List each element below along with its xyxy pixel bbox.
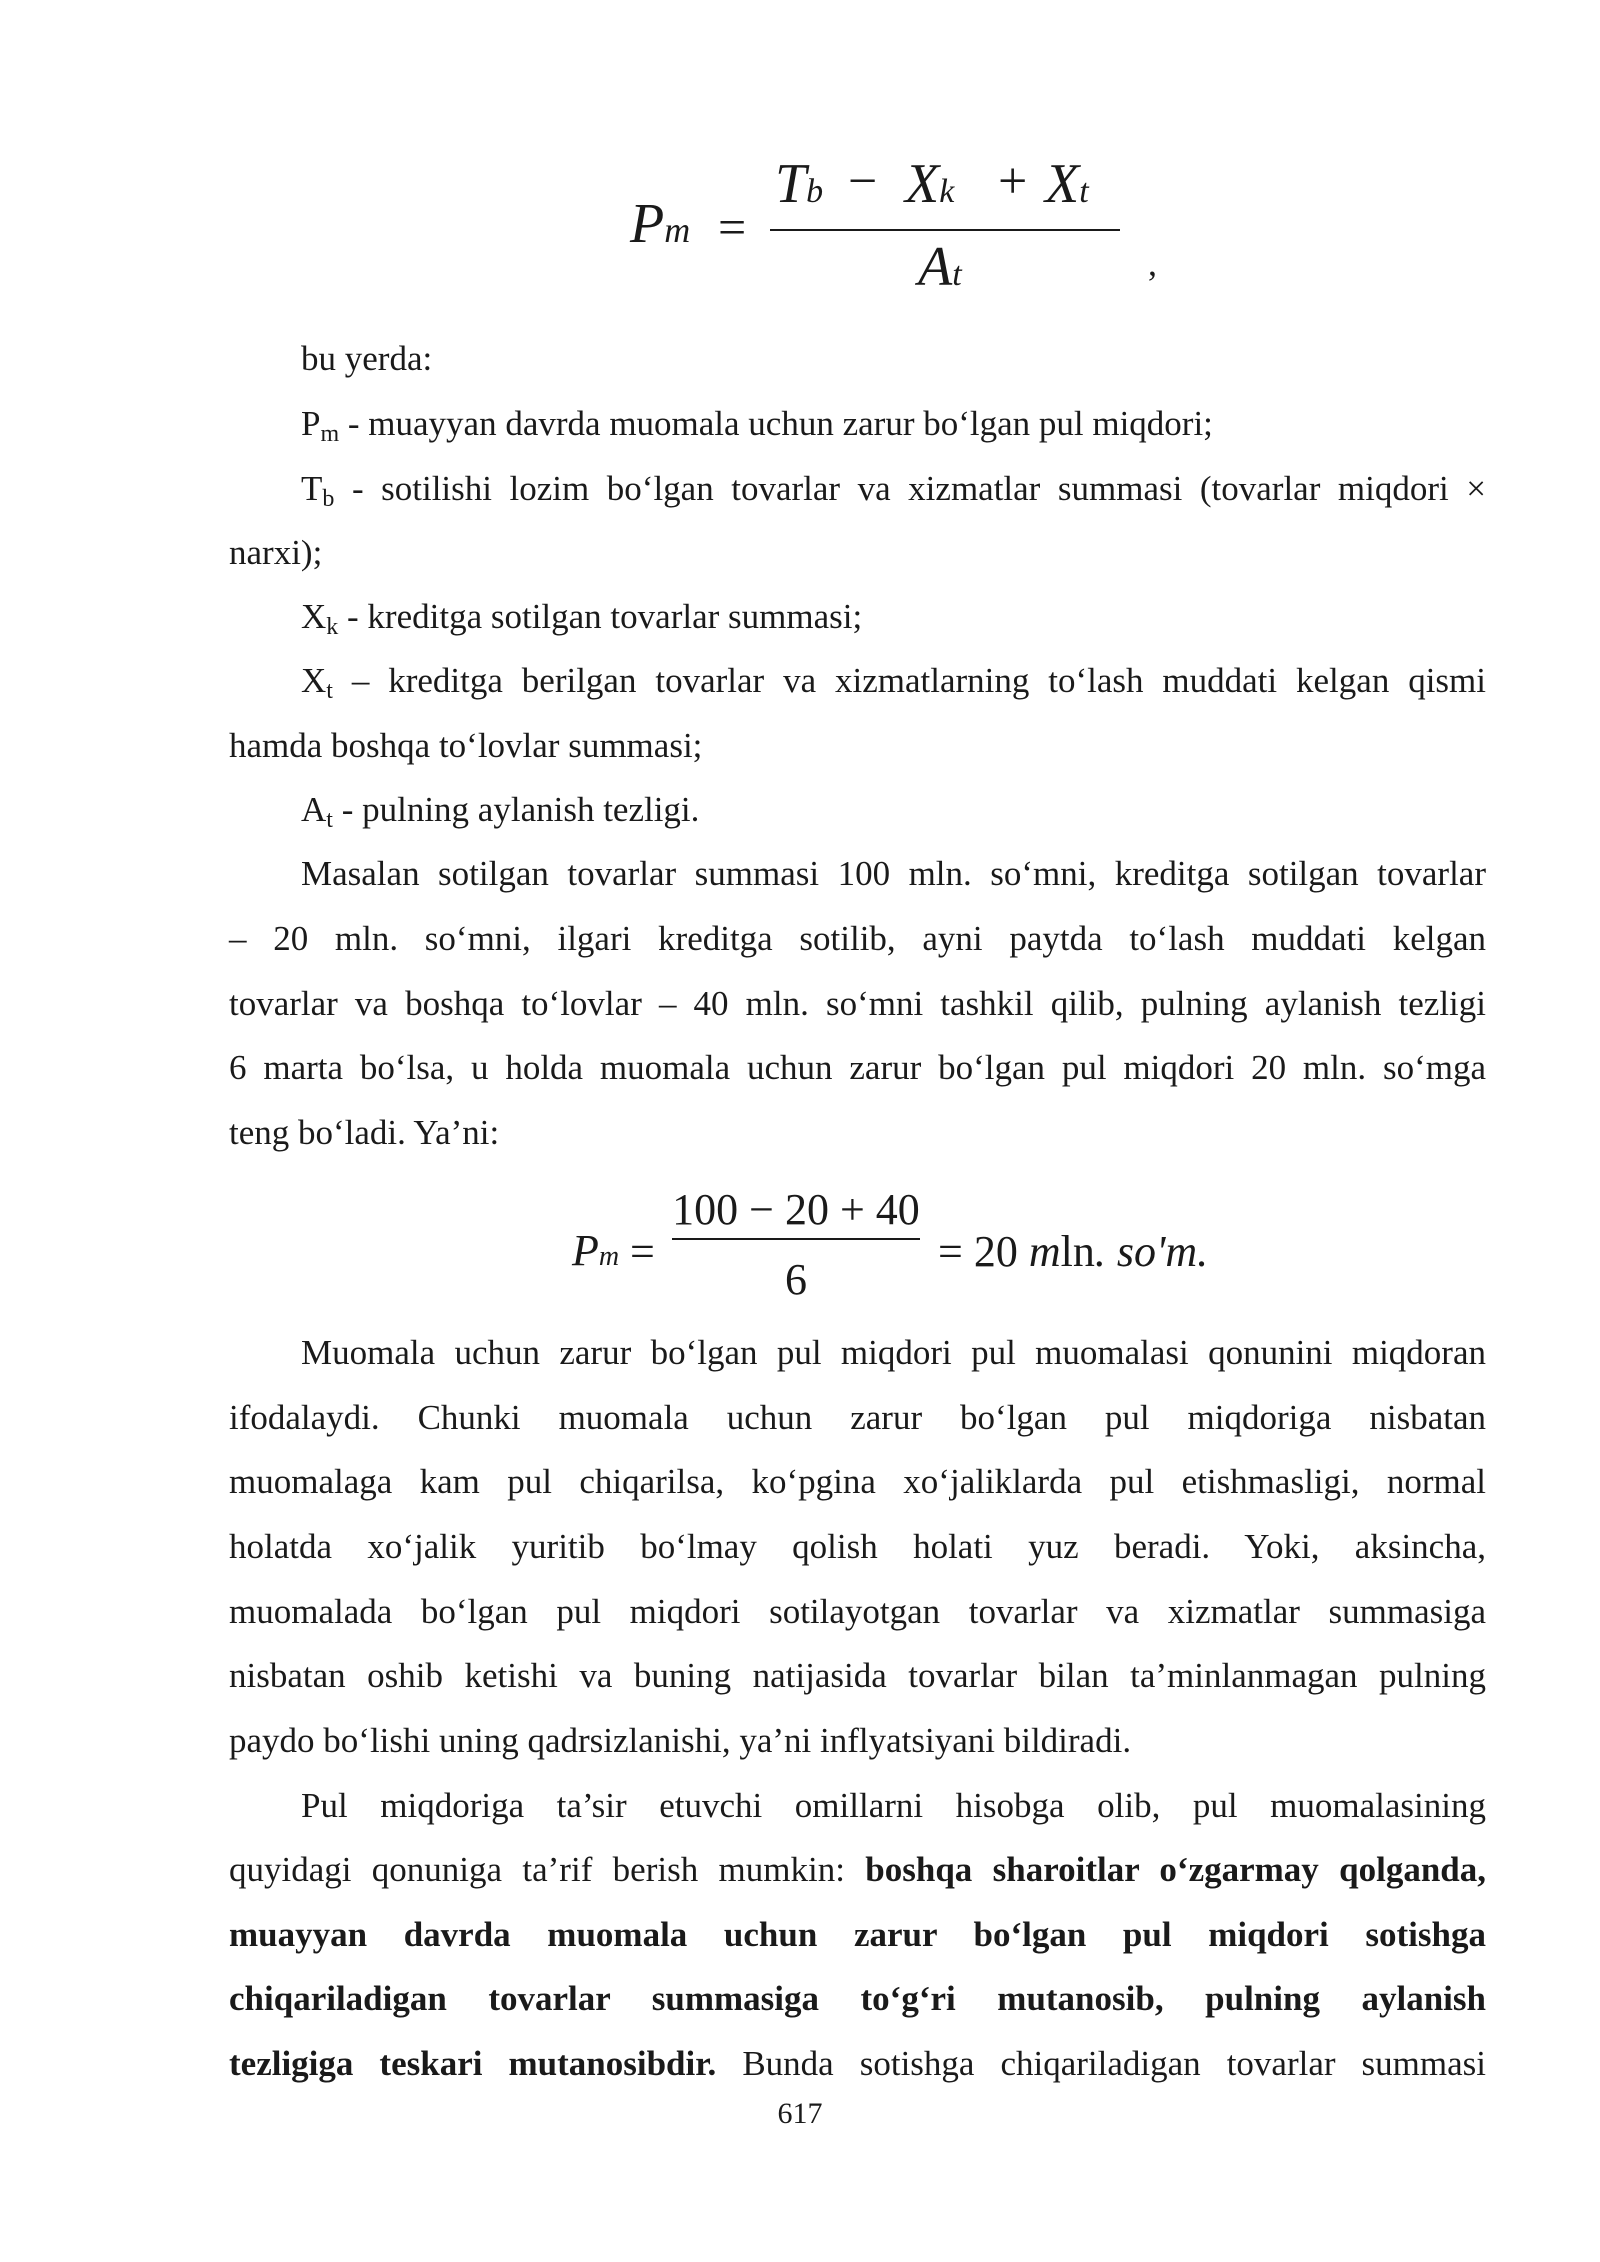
paragraph2-line6: nisbatan oshib ketishi va buning natijasida tovarlar bilan ta’minlanmagan pulning	[229, 1656, 1486, 1695]
formula1-fraction-bar	[770, 229, 1120, 231]
paragraph3-line1: Pul miqdoriga ta’sir etuvchi omillarni hisobga olib, pul muomalasining	[301, 1786, 1486, 1825]
paragraph1-line2: – 20 mln. so‘mni, ilgari kreditga sotilib, ayni paytda to‘lash muddati kelgan	[229, 919, 1486, 958]
paragraph1-line3: tovarlar va boshqa to‘lovlar – 40 mln. so‘mni tashkil qilib, pulning aylanish tezligi	[229, 984, 1486, 1023]
intro-text: bu yerda:	[301, 339, 433, 378]
formula1-term-tb: Tb	[775, 153, 824, 215]
paragraph3-line4: chiqariladigan tovarlar summasiga to‘g‘ri mutanosib, pulning aylanish	[229, 1979, 1486, 2018]
formula2-result: = 20 mln. so'm.	[938, 1227, 1209, 1276]
formula2-denominator: 6	[785, 1255, 807, 1304]
formula1-equals: =	[718, 199, 747, 255]
paragraph1-line1: Masalan sotilgan tovarlar summasi 100 mln. so‘mni, kreditga sotilgan tovarlar	[301, 854, 1486, 893]
paragraph2-line5: muomalada bo‘lgan pul miqdori sotilayotgan tovarlar va xizmatlar summasiga	[229, 1592, 1486, 1631]
page-number: 617	[777, 2097, 823, 2130]
definition-at: At - pulning aylanish tezligi.	[301, 790, 700, 833]
definition-xt-cont: hamda boshqa to‘lovlar summasi;	[229, 726, 703, 765]
definition-pm: Pm - muayyan davrda muomala uchun zarur bo‘lgan pul miqdori;	[301, 404, 1213, 447]
paragraph2-line3: muomalaga kam pul chiqarilsa, ko‘pgina xo‘jaliklarda pul etishmasligi, normal	[229, 1462, 1486, 1501]
definition-xk: Xk - kreditga sotilgan tovarlar summasi;	[301, 597, 863, 640]
paragraph1-line4: 6 marta bo‘lsa, u holda muomala uchun zarur bo‘lgan pul miqdori 20 mln. so‘mga	[229, 1048, 1486, 1087]
paragraph2-line1: Muomala uchun zarur bo‘lgan pul miqdori pul muomalasi qonunini miqdoran	[301, 1333, 1486, 1372]
formula2-numerator: 100 − 20 + 40	[672, 1185, 920, 1234]
formula1-term-xk: Xk	[905, 153, 955, 215]
paragraph2-line7: paydo bo‘lishi uning qadrsizlanishi, ya’ni inflyatsiyani bildiradi.	[229, 1721, 1132, 1760]
formula1-term-xt: Xt	[1045, 153, 1089, 215]
paragraph2-line4: holatda xo‘jalik yuritib bo‘lmay qolish holati yuz beradi. Yoki, aksincha,	[229, 1527, 1486, 1566]
paragraph1-line5: teng bo‘ladi. Ya’ni:	[229, 1113, 500, 1152]
formula2-lhs: Pm	[572, 1226, 620, 1275]
formula1-minus: −	[848, 153, 878, 210]
paragraph3-line2: quyidagi qonuniga ta’rif berish mumkin: boshqa sharoitlar o‘zgarmay qolganda,	[229, 1850, 1487, 1889]
definition-xt: Xt – kreditga berilgan tovarlar va xizmatlarning to‘lash muddati kelgan qismi	[301, 661, 1486, 704]
paragraph3-line5: tezligiga teskari mutanosibdir. Bunda sotishga chiqariladigan tovarlar summasi	[229, 2044, 1486, 2083]
definition-tb-cont: narxi);	[229, 533, 323, 572]
formula1-lhs: Pm	[630, 193, 691, 255]
definition-tb: Tb - sotilishi lozim bo‘lgan tovarlar va xizmatlar summasi (tovarlar miqdori ×	[301, 469, 1487, 512]
formula2-fraction-bar	[672, 1238, 920, 1240]
formula1-denominator: At	[918, 236, 962, 298]
formula1-comma: ,	[1148, 243, 1157, 283]
formula2-equals: =	[630, 1227, 655, 1276]
formula1-plus: +	[998, 153, 1028, 210]
paragraph2-line2: ifodalaydi. Chunki muomala uchun zarur bo‘lgan pul miqdoriga nisbatan	[229, 1398, 1486, 1437]
paragraph3-line3: muayyan davrda muomala uchun zarur bo‘lgan pul miqdori sotishga	[229, 1915, 1486, 1954]
